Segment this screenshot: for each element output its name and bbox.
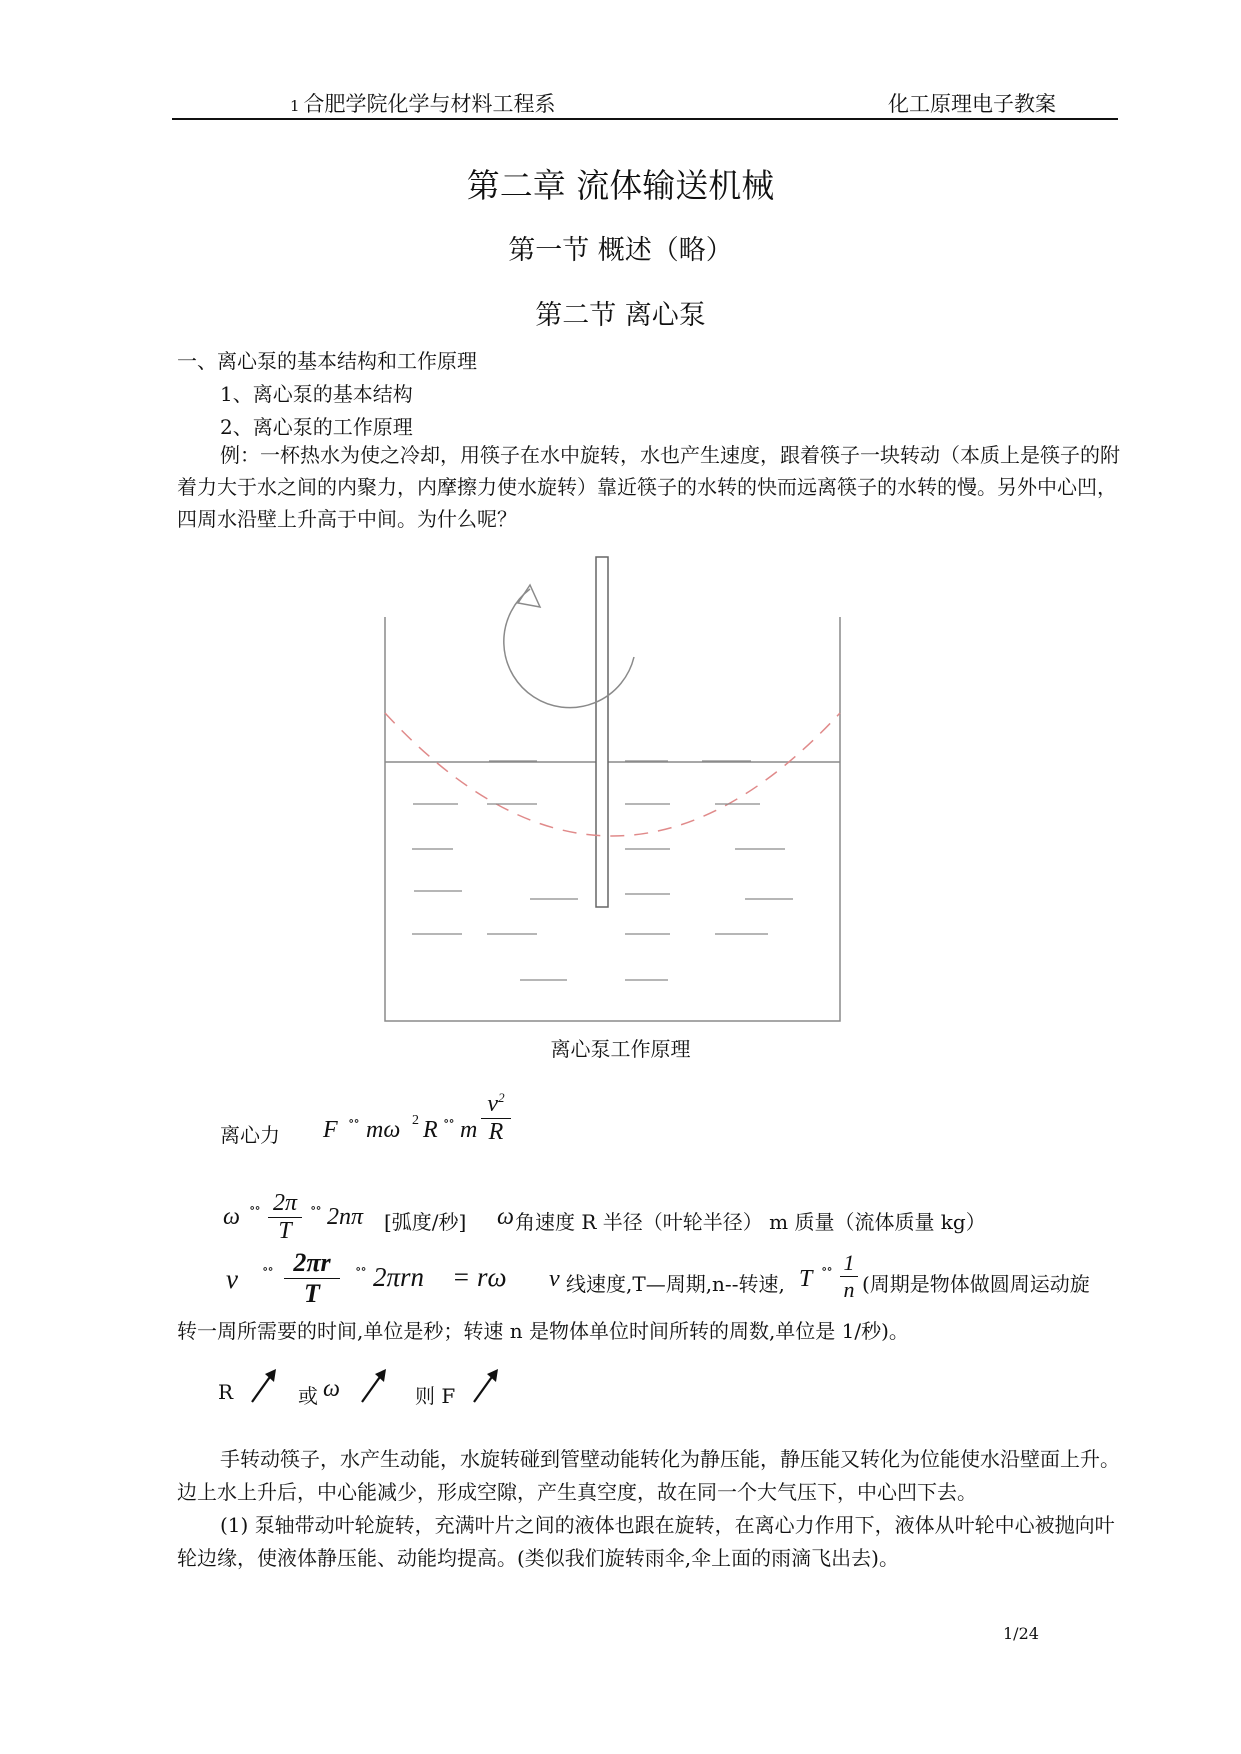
formula-v-eq: = rω	[452, 1262, 507, 1292]
paragraph-1: 手转动筷子，水产生动能，水旋转碰到管壁动能转化为静压能，静压能又转化为位能使水沿壁面上升。边上水上升后，中心能减少，形成空隙，产生真空度，故在同一个大气压下，中心凹下去。	[177, 1447, 1120, 1504]
outline-item-1-2: 2、离心泵的工作原理	[220, 415, 413, 439]
formula-eq-dots: ∘∘	[348, 1114, 359, 1129]
up-right-arrow-icon	[470, 1368, 502, 1404]
outline-item-1: 一、离心泵的基本结构和工作原理	[177, 349, 477, 373]
formula-v-rhs: 2πrn	[373, 1262, 425, 1292]
formula-eq-dots: ∘∘	[443, 1114, 454, 1129]
vessel-wall	[385, 617, 840, 1021]
section-title-2: 第二节 离心泵	[535, 300, 706, 331]
header-right: 化工原理电子教案	[888, 92, 1056, 116]
centrifugal-principle-figure	[370, 545, 860, 1025]
formula-t-fraction	[840, 1250, 858, 1303]
fraction-denominator: R	[488, 1119, 504, 1145]
relation-then: 则 F	[415, 1384, 456, 1408]
formula-eq-dots: ∘∘	[310, 1201, 321, 1216]
fraction-denominator: n	[843, 1277, 855, 1302]
formula-v-sym2: ν	[549, 1266, 560, 1292]
formula-omega-sym2: ω	[497, 1204, 514, 1230]
formula-eq-dots: ∘∘	[355, 1262, 366, 1277]
relation-r: R	[218, 1380, 234, 1404]
relation-or: 或	[298, 1384, 318, 1408]
vessel-outline	[385, 617, 840, 1021]
header-rule	[172, 118, 1118, 120]
centrifugal-label: 离心力	[220, 1123, 280, 1147]
formula-omega-rhs: 2nπ	[327, 1204, 364, 1230]
chopstick	[596, 557, 608, 907]
formula-v-fraction	[284, 1248, 340, 1309]
formula-omega-sym: ω	[223, 1204, 240, 1230]
up-right-arrow-icon	[358, 1368, 390, 1404]
formula-t-sym: T	[799, 1266, 813, 1292]
omega-unit: [弧度/秒]	[384, 1210, 467, 1234]
formula-eq-dots: ∘∘	[249, 1201, 260, 1216]
vortex-surface-curve	[385, 713, 840, 836]
relation-omega: ω	[323, 1376, 340, 1402]
up-right-arrow-icon	[248, 1368, 280, 1404]
fraction-numerator: $v^2$	[481, 1090, 511, 1119]
figure-caption: 离心泵工作原理	[550, 1037, 691, 1061]
section-title-1: 第一节 概述（略）	[508, 235, 733, 266]
v-description: 线速度,T—周期,n--转速,	[566, 1272, 785, 1296]
fraction-denominator: T	[304, 1279, 320, 1308]
omega-description: 角速度 R 半径（叶轮半径） m 质量（流体质量 kg）	[515, 1210, 986, 1234]
outline-item-1-1: 1、离心泵的基本结构	[220, 382, 413, 406]
chapter-title: 第二章 流体输送机械	[466, 166, 775, 205]
header-left	[290, 88, 556, 118]
formula-f-lhs: F	[323, 1117, 338, 1143]
period-continuation: 转一周所需要的时间,单位是秒；转速 n 是物体单位时间所转的周数,单位是 1/秒)。	[177, 1319, 909, 1343]
page-number: 1/24	[1003, 1624, 1039, 1643]
formula-eq-dots: ∘∘	[821, 1262, 832, 1277]
formula-f-r: R	[423, 1117, 438, 1143]
t-description: (周期是物体做圆周运动旋	[862, 1272, 1090, 1296]
rotation-arrow	[504, 589, 634, 708]
fraction-numerator: 2π	[268, 1190, 302, 1218]
formula-f-sq: 2	[412, 1113, 419, 1128]
formula-v-sym: ν	[226, 1264, 238, 1294]
fraction-numerator: 1	[840, 1250, 858, 1277]
header-department: 合肥学院化学与材料工程系	[303, 92, 556, 116]
fraction-denominator: T	[278, 1218, 292, 1244]
fraction-numerator: 2πr	[284, 1248, 340, 1279]
formula-f-fraction	[481, 1090, 511, 1146]
header-page-index: 1	[290, 97, 300, 115]
formula-f-m: m	[460, 1117, 478, 1143]
formula-omega-fraction	[268, 1190, 302, 1245]
formula-f-mid: mω	[366, 1117, 401, 1143]
example-paragraph: 例：一杯热水为使之冷却，用筷子在水中旋转，水也产生速度，跟着筷子一块转动（本质上是筷子的附着力大于水之间的内聚力，内摩擦力使水旋转）靠近筷子的水转的快而远离筷子的水转的慢。另外中心凹，四周水沿壁上升高于中间。为什么呢？	[177, 443, 1120, 531]
formula-eq-dots: ∘∘	[262, 1262, 273, 1277]
paragraph-2: (1) 泵轴带动叶轮旋转，充满叶片之间的液体也跟在旋转，在离心力作用下，液体从叶轮中心被抛向叶轮边缘，使液体静压能、动能均提高。(类似我们旋转雨伞,伞上面的雨滴飞出去)。	[177, 1513, 1115, 1570]
